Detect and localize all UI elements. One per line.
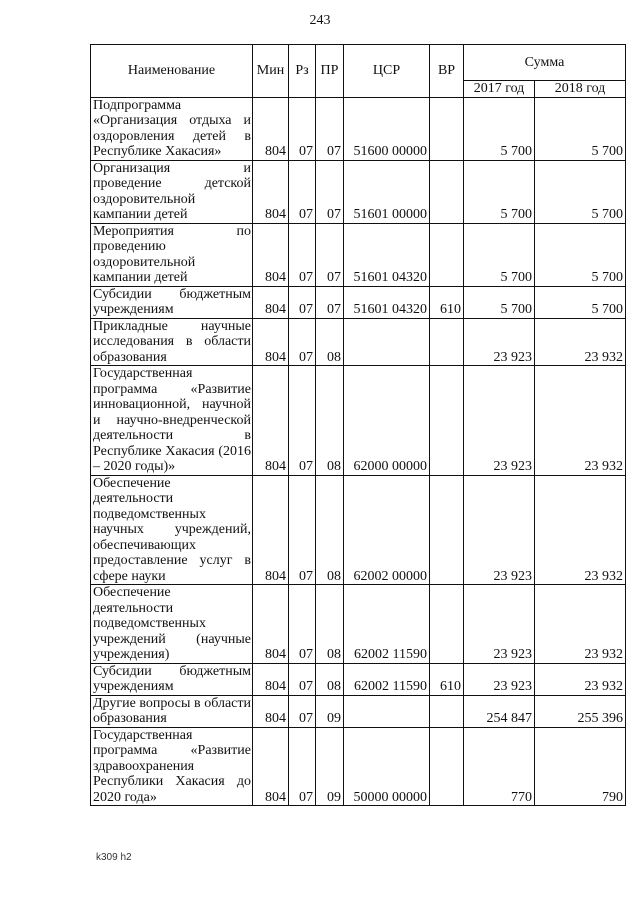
cell-pr: 08 xyxy=(316,585,344,664)
cell-vr xyxy=(430,695,464,727)
table-row xyxy=(91,475,626,585)
cell-y2018: 790 xyxy=(535,727,626,806)
budget-table xyxy=(90,44,626,806)
cell-y2017: 5 700 xyxy=(464,223,535,286)
cell-csr: 62002 00000 xyxy=(344,475,430,585)
header-csr: ЦСР xyxy=(344,45,430,98)
cell-y2018: 23 932 xyxy=(535,366,626,476)
cell-min: 804 xyxy=(253,318,289,366)
cell-name: Субсидии бюджетным учреждениям xyxy=(91,286,253,318)
table-row xyxy=(91,727,626,806)
cell-pr: 07 xyxy=(316,286,344,318)
cell-csr: 51600 00000 xyxy=(344,97,430,160)
cell-y2017: 5 700 xyxy=(464,286,535,318)
cell-y2018: 23 932 xyxy=(535,318,626,366)
page-number: 243 xyxy=(309,13,331,28)
cell-rz: 07 xyxy=(289,286,316,318)
cell-pr: 07 xyxy=(316,160,344,223)
cell-vr xyxy=(430,223,464,286)
cell-name: Субсидии бюджетным учреждениям xyxy=(91,663,253,695)
cell-csr: 51601 00000 xyxy=(344,160,430,223)
cell-vr: 610 xyxy=(430,286,464,318)
cell-pr: 08 xyxy=(316,318,344,366)
cell-y2017: 23 923 xyxy=(464,366,535,476)
table-row xyxy=(91,318,626,366)
header-rz: Рз xyxy=(289,45,316,98)
cell-rz: 07 xyxy=(289,585,316,664)
cell-pr: 08 xyxy=(316,663,344,695)
header-name: Наименование xyxy=(91,45,253,98)
cell-name: Обеспечение деятельности подведомственных научных учреждений, обеспечивающих предоставление услуг в сфере науки xyxy=(91,475,253,585)
cell-pr: 09 xyxy=(316,695,344,727)
header-year-2017: 2017 год xyxy=(464,81,535,98)
header-sum: Сумма xyxy=(464,45,626,81)
cell-name: Мероприятия по проведению оздоровительной кампании детей xyxy=(91,223,253,286)
table-row xyxy=(91,695,626,727)
cell-name: Государственная программа «Развитие здравоохранения Республики Хакасия до 2020 года» xyxy=(91,727,253,806)
cell-y2018: 5 700 xyxy=(535,97,626,160)
cell-rz: 07 xyxy=(289,223,316,286)
cell-min: 804 xyxy=(253,366,289,476)
cell-name: Другие вопросы в области образования xyxy=(91,695,253,727)
header-pr: ПР xyxy=(316,45,344,98)
cell-name: Государственная программа «Развитие инновационной, научной и научно-внедренческой деятельности в Республике Хакасия (2016 – 2020 годы)» xyxy=(91,366,253,476)
cell-rz: 07 xyxy=(289,318,316,366)
cell-csr: 62000 00000 xyxy=(344,366,430,476)
header-year-2018: 2018 год xyxy=(535,81,626,98)
cell-y2017: 254 847 xyxy=(464,695,535,727)
cell-name: Организация и проведение детской оздоровительной кампании детей xyxy=(91,160,253,223)
cell-name: Подпрограмма «Организация отдыха и оздоровления детей в Республике Хакасия» xyxy=(91,97,253,160)
cell-rz: 07 xyxy=(289,475,316,585)
cell-csr xyxy=(344,695,430,727)
cell-y2017: 23 923 xyxy=(464,475,535,585)
cell-rz: 07 xyxy=(289,160,316,223)
table-row xyxy=(91,663,626,695)
cell-min: 804 xyxy=(253,663,289,695)
cell-y2018: 5 700 xyxy=(535,223,626,286)
cell-y2017: 770 xyxy=(464,727,535,806)
cell-y2018: 5 700 xyxy=(535,286,626,318)
cell-y2017: 23 923 xyxy=(464,585,535,664)
cell-vr xyxy=(430,475,464,585)
cell-y2018: 255 396 xyxy=(535,695,626,727)
cell-vr: 610 xyxy=(430,663,464,695)
cell-min: 804 xyxy=(253,223,289,286)
header-vr: ВР xyxy=(430,45,464,98)
cell-min: 804 xyxy=(253,286,289,318)
cell-min: 804 xyxy=(253,97,289,160)
cell-csr: 62002 11590 xyxy=(344,585,430,664)
cell-pr: 08 xyxy=(316,475,344,585)
cell-vr xyxy=(430,97,464,160)
cell-pr: 07 xyxy=(316,97,344,160)
table-row xyxy=(91,97,626,160)
cell-pr: 09 xyxy=(316,727,344,806)
cell-y2018: 23 932 xyxy=(535,585,626,664)
cell-csr: 62002 11590 xyxy=(344,663,430,695)
cell-y2017: 5 700 xyxy=(464,160,535,223)
table-row xyxy=(91,366,626,476)
header-min: Мин xyxy=(253,45,289,98)
cell-rz: 07 xyxy=(289,727,316,806)
cell-vr xyxy=(430,160,464,223)
table-row xyxy=(91,585,626,664)
table-row xyxy=(91,223,626,286)
cell-name: Обеспечение деятельности подведомственных учреждений (научные учреждения) xyxy=(91,585,253,664)
footer-code: k309 h2 xyxy=(96,852,132,863)
cell-pr: 07 xyxy=(316,223,344,286)
cell-y2018: 23 932 xyxy=(535,475,626,585)
cell-csr: 50000 00000 xyxy=(344,727,430,806)
cell-min: 804 xyxy=(253,585,289,664)
cell-rz: 07 xyxy=(289,97,316,160)
cell-y2018: 23 932 xyxy=(535,663,626,695)
cell-rz: 07 xyxy=(289,695,316,727)
cell-csr: 51601 04320 xyxy=(344,223,430,286)
cell-min: 804 xyxy=(253,727,289,806)
cell-y2017: 23 923 xyxy=(464,663,535,695)
cell-vr xyxy=(430,318,464,366)
cell-y2017: 23 923 xyxy=(464,318,535,366)
cell-pr: 08 xyxy=(316,366,344,476)
cell-csr: 51601 04320 xyxy=(344,286,430,318)
cell-vr xyxy=(430,585,464,664)
cell-y2017: 5 700 xyxy=(464,97,535,160)
table-row xyxy=(91,286,626,318)
table-row xyxy=(91,160,626,223)
cell-min: 804 xyxy=(253,160,289,223)
cell-vr xyxy=(430,727,464,806)
cell-rz: 07 xyxy=(289,663,316,695)
cell-name: Прикладные научные исследования в области образования xyxy=(91,318,253,366)
cell-y2018: 5 700 xyxy=(535,160,626,223)
cell-csr xyxy=(344,318,430,366)
cell-min: 804 xyxy=(253,475,289,585)
cell-rz: 07 xyxy=(289,366,316,476)
cell-min: 804 xyxy=(253,695,289,727)
cell-vr xyxy=(430,366,464,476)
